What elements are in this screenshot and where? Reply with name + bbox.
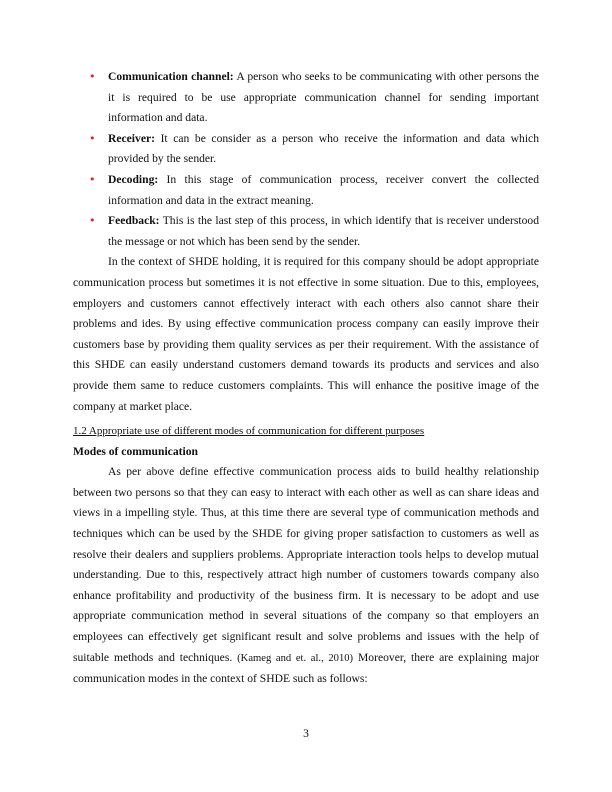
bullet-text: In this stage of communication process, receiver convert the collected information and data in the extract meaning.: [108, 172, 539, 207]
bullet-text: A person who seeks to be communicating with other persons the it is required to be use appropriate communication channel for sending important information and data.: [108, 70, 539, 125]
document-page: [73, 67, 539, 690]
shde-context-paragraph: In the context of SHDE holding, it is required for this company should be adopt appropriate communication process but sometimes it is not effective in some situation. Due to this, employees, employers and customers cannot effectively interact with each others also cannot share their problems and ides. By using effective communication process company can easily improve their customers base by providing them quality services as per their requirement. With the assistance of this SHDE can easily understand customers demand towards its products and services and also provide them same to reduce customers complaints. This will enhance the positive image of the company at market place.: [73, 255, 539, 413]
section-heading: 1.2 Appropriate use of different modes of communication for different purposes: [73, 425, 425, 438]
bullet-text: It can be consider as a person who receive the information and data which provided by the sender.: [108, 131, 539, 166]
bullet-icon: •: [89, 70, 96, 83]
list-item: [73, 129, 539, 170]
bullet-term: Decoding:: [108, 172, 159, 186]
bullet-term: Receiver:: [108, 131, 155, 145]
modes-paragraph-text: As per above define effective communication process aids to build healthy relationship between two persons so that they can easy to interact with each other as well as can share ideas and views in a impelling style. Thus, at this time there are several type of communication methods and techniques which can be used by the SHDE for giving proper satisfaction to customers as well as resolve their dealers and suppliers problems. Appropriate interaction tools helps to develop mutual understanding. Due to this, respectively attract high number of customers towards company also enhance profitability and productivity of the business firm. It is necessary to be adopt and use appropriate communication method in several situations of the company so that employers an employees can effectively get significant result and solve problems and issues with the help of suitable methods and techniques.: [73, 465, 539, 664]
list-item: [73, 67, 539, 129]
subheading: Modes of communication: [73, 444, 198, 458]
bullet-term: Feedback:: [108, 214, 160, 228]
list-item: [73, 211, 539, 252]
bullet-icon: •: [89, 131, 96, 145]
bullet-icon: •: [89, 172, 96, 186]
citation: (Kameg and et. al., 2010): [237, 652, 354, 664]
bullet-text: This is the last step of this process, in which identify that is receiver understood the message or not which has been send by the sender.: [108, 214, 539, 248]
page-number: 3: [303, 727, 309, 740]
bullet-icon: •: [89, 214, 96, 228]
modes-paragraph: [73, 462, 539, 690]
modes-paragraph-end: Moreover, there are explaining major communication modes in the context of SHDE such as follows:: [73, 650, 540, 686]
list-item: [73, 170, 539, 211]
bullet-term: Communication channel:: [108, 70, 234, 83]
communication-process-list: [73, 67, 539, 252]
